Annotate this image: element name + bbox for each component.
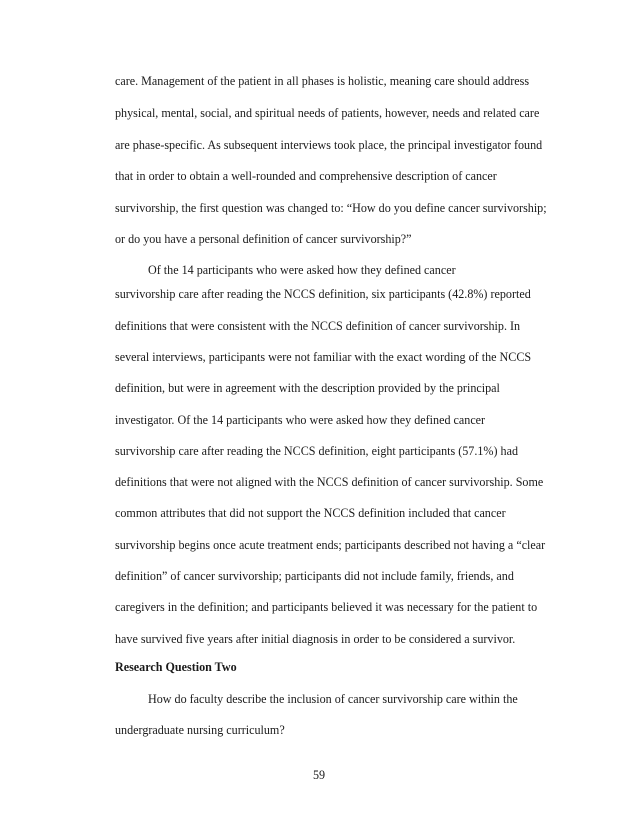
body-text-line: undergraduate nursing curriculum? bbox=[115, 723, 285, 737]
body-text-line: several interviews, participants were not familiar with the exact wording of the NCCS bbox=[115, 350, 532, 364]
body-text-line: physical, mental, social, and spiritual needs of patients, however, needs and related care bbox=[115, 106, 540, 120]
body-text-line: care. Management of the patient in all phases is holistic, meaning care should address bbox=[115, 74, 530, 88]
body-text-line: definitions that were not aligned with the NCCS definition of cancer survivorship. Some bbox=[115, 475, 544, 489]
body-text-line: definition, but were in agreement with the description provided by the principal bbox=[115, 381, 500, 395]
page-number: 59 bbox=[312, 768, 326, 782]
body-text-line: have survived five years after initial diagnosis in order to be considered a survivor. bbox=[115, 632, 516, 646]
body-text-line: survivorship care after reading the NCCS definition, eight participants (57.1%) had bbox=[115, 444, 519, 458]
body-text-line: that in order to obtain a well-rounded and comprehensive description of cancer bbox=[115, 169, 497, 183]
body-text-line: definitions that were consistent with the NCCS definition of cancer survivorship. In bbox=[115, 319, 521, 333]
body-text-line: survivorship, the first question was changed to: “How do you define cancer survivorship; bbox=[115, 201, 547, 215]
body-text-line: survivorship care after reading the NCCS definition, six participants (42.8%) reported bbox=[115, 287, 531, 301]
section-heading: Research Question Two bbox=[115, 660, 237, 674]
body-text-line: or do you have a personal definition of cancer survivorship?” bbox=[115, 232, 412, 246]
body-text-line: survivorship begins once acute treatment ends; participants described not having a “clear bbox=[115, 538, 546, 552]
body-text-line: definition” of cancer survivorship; participants did not include family, friends, and bbox=[115, 569, 514, 583]
body-text-line: are phase-specific. As subsequent interviews took place, the principal investigator found bbox=[115, 138, 543, 152]
body-text-line: investigator. Of the 14 participants who were asked how they defined cancer bbox=[115, 413, 486, 427]
body-text-line: common attributes that did not support the NCCS definition included that cancer bbox=[115, 506, 506, 520]
body-text-line: How do faculty describe the inclusion of cancer survivorship care within the bbox=[148, 692, 518, 706]
body-text-line: Of the 14 participants who were asked how they defined cancer bbox=[148, 263, 456, 277]
body-text-line: caregivers in the definition; and participants believed it was necessary for the patient to bbox=[115, 600, 538, 614]
